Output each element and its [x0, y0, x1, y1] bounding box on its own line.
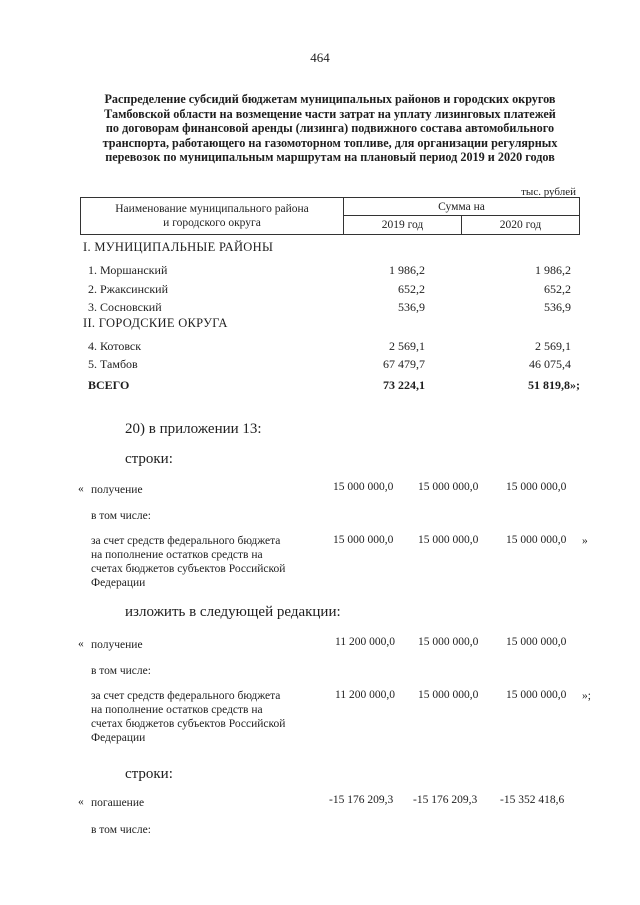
table-row-name: 3. Сосновский [88, 300, 162, 314]
federal-value: 15 000 000,0 [418, 689, 479, 701]
receipt-value: 15 000 000,0 [418, 636, 479, 648]
title-line: транспорта, работающего на газомоторном топливе, для организации регулярных [102, 135, 558, 150]
header-year-2019: 2019 год [344, 216, 462, 235]
header-name-line2: и городского округа [163, 217, 261, 229]
repayment-value: -15 176 209,3 [329, 794, 394, 806]
open-quote: « [78, 638, 84, 650]
restate-heading: изложить в следующей редакции: [125, 604, 341, 620]
title-line: по договорам финансовой аренды (лизинга) подвижного состава автомобильного [105, 121, 555, 135]
including-label: в том числе: [91, 510, 151, 522]
header-sum-cell: Сумма на [344, 198, 580, 216]
title-line: Тамбовской области на возмещение части затрат на уплату лизинговых платежей [104, 106, 556, 121]
federal-value: 15 000 000,0 [506, 689, 567, 701]
federal-funds-label [91, 534, 321, 590]
close-quote: »; [582, 690, 591, 702]
table-row-2019: 67 479,7 [383, 357, 425, 371]
header-year-2020: 2020 год [462, 216, 580, 235]
federal-label-line: на пополнение остатков средств на [91, 549, 263, 561]
table-row-2019: 1 986,2 [389, 263, 425, 277]
total-2020: 51 819,8»; [528, 378, 580, 392]
receipt-value: 15 000 000,0 [333, 481, 394, 493]
table-row-2019: 2 569,1 [389, 339, 425, 353]
receipt-label: получение [91, 484, 143, 496]
total-2019: 73 224,1 [383, 378, 425, 392]
units-label: тыс. рублей [521, 186, 576, 198]
federal-value: 15 000 000,0 [418, 534, 479, 546]
including-label: в том числе: [91, 665, 151, 677]
including-label: в том числе: [91, 824, 151, 836]
federal-value: 11 200 000,0 [335, 689, 395, 701]
section-title-districts: I. МУНИЦИПАЛЬНЫЕ РАЙОНЫ [83, 240, 274, 254]
close-quote: » [582, 535, 588, 547]
table-row-2020: 2 569,1 [535, 339, 571, 353]
federal-value: 15 000 000,0 [333, 534, 394, 546]
table-row-2019: 536,9 [398, 300, 425, 314]
federal-label-line: за счет средств федерального бюджета [91, 690, 281, 702]
receipt-value: 15 000 000,0 [506, 636, 567, 648]
amendment-item: 20) в приложении 13: [125, 421, 262, 437]
document-title [85, 92, 575, 165]
title-line: Распределение субсидий бюджетам муниципальных районов и городских округов [104, 92, 556, 106]
total-row-name: ВСЕГО [88, 378, 130, 392]
open-quote: « [78, 483, 84, 495]
table-row-2020: 652,2 [544, 282, 571, 296]
receipt-value: 11 200 000,0 [335, 636, 395, 648]
repayment-label: погашение [91, 797, 145, 809]
federal-label-line: счетах бюджетов субъектов Российской [91, 563, 286, 575]
table-row-name: 1. Моршанский [88, 263, 168, 277]
table-row-name: 4. Котовск [88, 339, 142, 353]
lines-heading-2: строки: [125, 766, 173, 782]
title-line: перевозок по муниципальным маршрутам на плановый период 2019 и 2020 годов [105, 150, 555, 164]
table-row-2020: 46 075,4 [529, 357, 571, 371]
federal-label-line: на пополнение остатков средств на [91, 704, 263, 716]
header-name-cell [81, 198, 344, 235]
receipt-value: 15 000 000,0 [506, 481, 567, 493]
federal-label-line: Федерации [91, 732, 146, 744]
header-name-line1: Наименование муниципального района [115, 203, 309, 215]
federal-label-line: счетах бюджетов субъектов Российской [91, 718, 286, 730]
receipt-label: получение [91, 639, 143, 651]
federal-value: 15 000 000,0 [506, 534, 567, 546]
table-row-2020: 1 986,2 [535, 263, 571, 277]
repayment-value: -15 352 418,6 [500, 794, 565, 806]
section-title-city-districts: II. ГОРОДСКИЕ ОКРУГА [83, 316, 228, 330]
federal-label-line: за счет средств федерального бюджета [91, 535, 281, 547]
open-quote: « [78, 796, 84, 808]
federal-label-line: Федерации [91, 577, 146, 589]
table-row-2019: 652,2 [398, 282, 425, 296]
lines-heading: строки: [125, 451, 173, 467]
federal-funds-label [91, 689, 321, 745]
table-row-2020: 536,9 [544, 300, 571, 314]
table-header [80, 197, 580, 235]
table-row-name: 5. Тамбов [88, 357, 138, 371]
table-row-name: 2. Ржаксинский [88, 282, 168, 296]
receipt-value: 15 000 000,0 [418, 481, 479, 493]
page-number: 464 [310, 50, 330, 65]
repayment-value: -15 176 209,3 [413, 794, 478, 806]
